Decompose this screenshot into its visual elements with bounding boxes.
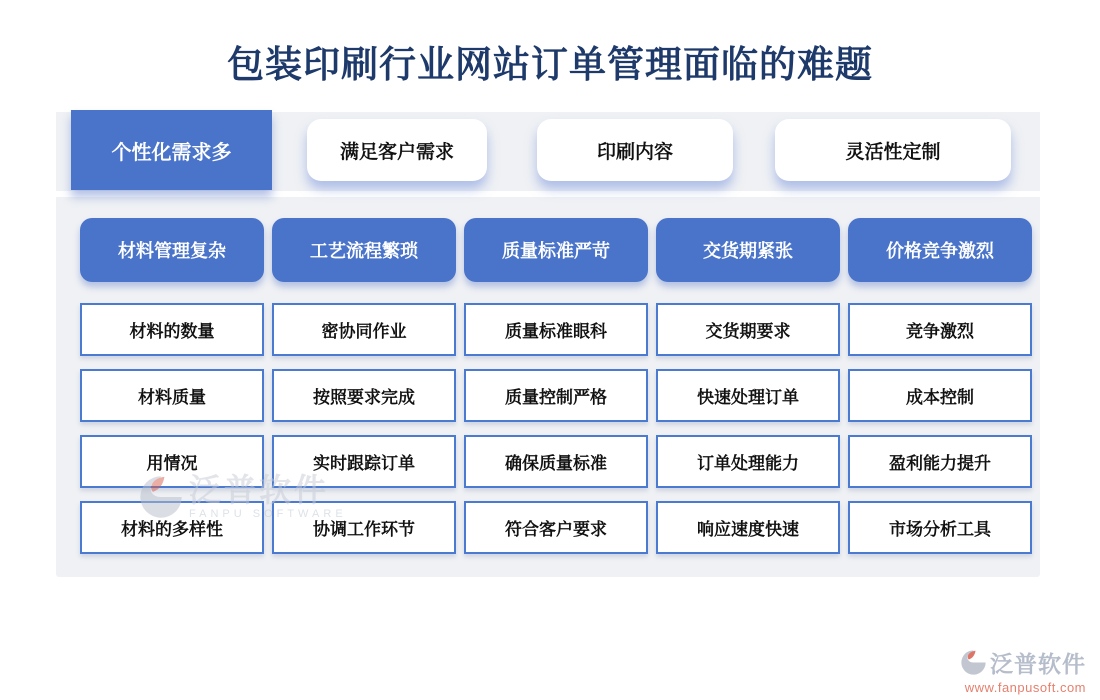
tab-flexible-customization[interactable]: 灵活性定制 (775, 119, 1011, 181)
list-item: 交货期要求 (656, 303, 840, 356)
list-item: 竞争激烈 (848, 303, 1032, 356)
column-header[interactable]: 质量标准严苛 (464, 218, 648, 282)
column-quality-standard (464, 218, 648, 554)
list-item: 盈利能力提升 (848, 435, 1032, 488)
list-item: 材料的数量 (80, 303, 264, 356)
fanpu-logo-icon (960, 649, 987, 676)
column-header[interactable]: 价格竞争激烈 (848, 218, 1032, 282)
watermark-brand-row (960, 646, 1086, 679)
list-item: 质量控制严格 (464, 369, 648, 422)
column-process-flow (272, 218, 456, 554)
list-item: 材料质量 (80, 369, 264, 422)
list-item: 用情况 (80, 435, 264, 488)
list-item: 实时跟踪订单 (272, 435, 456, 488)
column-header[interactable]: 材料管理复杂 (80, 218, 264, 282)
list-item: 密协同作业 (272, 303, 456, 356)
list-item: 确保质量标准 (464, 435, 648, 488)
list-item: 成本控制 (848, 369, 1032, 422)
list-item: 订单处理能力 (656, 435, 840, 488)
watermark-brand: 泛普软件 (189, 472, 330, 508)
watermark-corner (960, 646, 1086, 695)
list-item: 质量标准眼科 (464, 303, 648, 356)
list-item: 按照要求完成 (272, 369, 456, 422)
watermark-brand: 泛普软件 (990, 651, 1086, 677)
list-item: 协调工作环节 (272, 501, 456, 554)
watermark-url: www.fanpusoft.com (964, 680, 1086, 695)
column-header[interactable]: 交货期紧张 (656, 218, 840, 282)
list-item: 材料的多样性 (80, 501, 264, 554)
tab-print-content[interactable]: 印刷内容 (537, 119, 733, 181)
page-title: 包装印刷行业网站订单管理面临的难题 (227, 44, 873, 85)
list-item: 响应速度快速 (656, 501, 840, 554)
column-delivery-deadline (656, 218, 840, 554)
list-item: 符合客户要求 (464, 501, 648, 554)
column-material-management (80, 218, 264, 554)
column-header[interactable]: 工艺流程繁琐 (272, 218, 456, 282)
list-item: 快速处理订单 (656, 369, 840, 422)
tab-personalized-demand[interactable]: 个性化需求多 (71, 110, 272, 190)
column-price-competition (848, 218, 1032, 554)
list-item: 市场分析工具 (848, 501, 1032, 554)
tab-meet-customer-needs[interactable]: 满足客户需求 (307, 119, 487, 181)
watermark-subtitle: FANPU SOFTWARE (189, 508, 347, 520)
challenge-grid (80, 218, 1032, 554)
